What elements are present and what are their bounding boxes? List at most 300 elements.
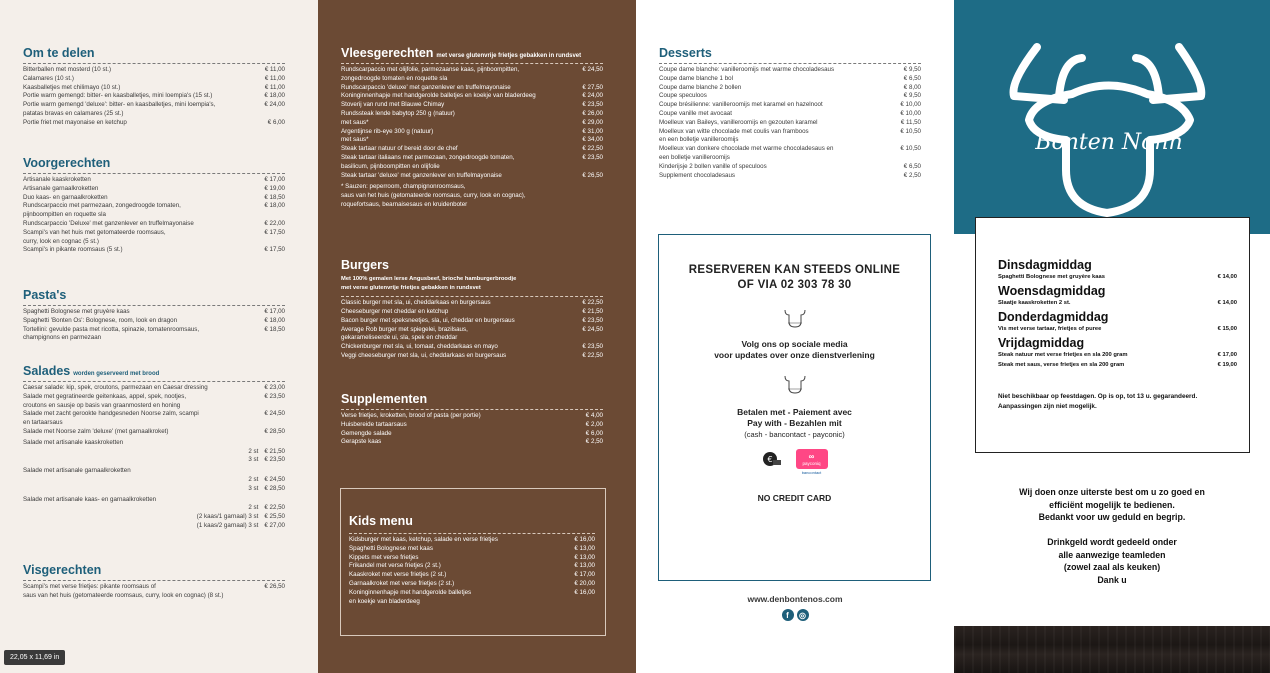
item-price: € 18,50: [264, 325, 285, 333]
item-price: € 18,00: [264, 202, 285, 210]
item-name: Salade met artisanale garnaalkroketten: [23, 467, 131, 475]
item-price: € 24,50: [264, 475, 285, 483]
item-price: € 10,50: [900, 145, 921, 153]
item-name: Coupe dame blanche 1 bol: [659, 74, 733, 82]
menu-item: [23, 326, 285, 344]
item-price: € 16,00: [574, 536, 595, 543]
payment-methods: (cash - bancontact - payconic): [744, 430, 845, 439]
menu-item: [998, 360, 1237, 370]
menu-item: [998, 298, 1237, 308]
menu-item: [23, 202, 285, 220]
section-subtitle: met verse glutenvrije frietjes gebakken in rundsvet: [436, 53, 582, 59]
social-icons: [636, 609, 954, 621]
menu-item: [341, 326, 603, 344]
item-name: Spaghetti Bolognese met gruyère kaas: [23, 308, 130, 315]
item-name: Rundssteak lende babytop 250 g (natuur): [341, 109, 455, 117]
salad-kroket-duo: [23, 496, 285, 531]
panel-brand: [954, 0, 1270, 673]
item-price: € 14,00: [1217, 274, 1237, 280]
item-name: Coupe brésilienne: vanilleroomijs met karamel en hazelnoot: [659, 101, 823, 109]
item-name: Veggi cheeseburger met sla, ui, cheddarkaas en burgersaus: [341, 351, 507, 359]
item-price: € 13,00: [574, 553, 595, 561]
menu-option: [23, 485, 285, 494]
item-name: Slaatje kaaskroketten 2 st.: [998, 300, 1071, 306]
item-name: Spaghetti Bolognese met gruyère kaas: [998, 274, 1105, 280]
menu-item: [23, 220, 285, 229]
option-qty: (1 kaas/2 garnaal) 3 st: [196, 521, 259, 529]
menu-option: [23, 504, 285, 513]
item-name: Cheeseburger met cheddar en ketchup: [341, 307, 449, 315]
item-price: € 28,50: [264, 484, 285, 492]
menu-list: [341, 412, 603, 447]
menu-item: [23, 101, 285, 119]
item-price: € 13,00: [574, 562, 595, 570]
item-price: € 18,00: [264, 92, 285, 100]
kids-menu-box: [340, 488, 606, 636]
menu-item: [341, 343, 603, 352]
menu-item: [341, 299, 603, 308]
item-name: Bitterballen met mosterd (10 st.): [23, 66, 112, 73]
payconiq-logo: [796, 449, 828, 475]
section-title: Voorgerechten: [23, 156, 111, 170]
item-name: Tortellini: gevulde pasta met ricotta, spinazie, tomatenroomsaus, champignons en parmezaan: [23, 325, 200, 342]
section-burgers: [341, 258, 603, 361]
menu-item: [341, 128, 603, 137]
item-name: Spaghetti Bolognese met kaas: [349, 544, 433, 552]
weekday-list: [998, 258, 1237, 370]
item-name: Caesar salade: kip, spek, croutons, parmezaan en Caesar dressing: [23, 384, 208, 391]
item-name: Kaasballetjes met chilimayo (10 st.): [23, 83, 121, 91]
item-name: Kinderijsje 2 bollen vanille of speculoos: [659, 162, 767, 170]
section-title: Desserts: [659, 46, 712, 60]
item-name: Portie warm gemengd 'deluxe': bitter- en kaasballetjes, mini loempia's, patatas bravas en calamares (25 st.): [23, 101, 216, 117]
menu-item: [659, 128, 921, 146]
option-qty: (2 kaas/1 garnaal) 3 st: [196, 513, 259, 521]
item-price: € 11,00: [264, 74, 285, 82]
menu-item: [349, 562, 595, 571]
section-title: Kids menu: [349, 514, 413, 528]
menu-item: [659, 92, 921, 101]
section-title: Visgerechten: [23, 563, 102, 577]
svg-text:€: €: [766, 455, 773, 464]
item-price: € 2,50: [585, 438, 603, 446]
menu-item: [23, 185, 285, 194]
item-name: Rundscarpaccio met parmezaan, zongedroogde tomaten, pijnboompitten en roquette sla: [23, 202, 181, 219]
item-name: Frikandel met verse frietjes (2 st.): [349, 562, 441, 570]
panel-desserts: [636, 0, 954, 673]
menu-item: [998, 324, 1237, 334]
item-name: Scampi's in pikante roomsaus (5 st.): [23, 246, 123, 254]
item-name: Duo kaas- en garnaalkroketten: [23, 193, 108, 201]
item-price: € 24,50: [264, 410, 285, 418]
item-name: Classic burger met sla, ui, cheddarkaas en burgersaus: [341, 299, 491, 307]
item-price: € 21,50: [264, 447, 285, 455]
menu-item: [341, 317, 603, 326]
item-price: € 6,50: [903, 74, 921, 82]
menu-item: [349, 545, 595, 554]
menu-item: [349, 536, 595, 545]
item-price: € 22,00: [264, 219, 285, 227]
item-price: € 23,50: [264, 392, 285, 400]
menu-item: [23, 66, 285, 75]
item-name: Verse frietjes, kroketten, brood of pasta (per portie): [341, 412, 481, 419]
item-price: € 27,00: [264, 521, 285, 529]
section-title-main: Salades: [23, 364, 71, 378]
item-price: € 17,00: [264, 176, 285, 183]
section-supplementen: [341, 392, 603, 447]
item-name: Gerapste kaas: [341, 438, 382, 446]
menu-option: [23, 456, 285, 465]
menu-item: [23, 317, 285, 326]
menu-item: [659, 145, 921, 163]
item-price: € 17,50: [264, 246, 285, 254]
item-name: Garnaalkroket met verse frietjes (2 st.): [349, 579, 455, 587]
menu-item: [341, 145, 603, 154]
item-name: Stoverij van rund met Blauwe Chimay: [341, 101, 445, 109]
lunch-note: Niet beschikbaar op feestdagen. Op is op, tot 13 u. gegarandeerd. Aanpassingen zijn niet mogelijk.: [998, 393, 1198, 410]
menu-item: [23, 176, 285, 185]
divider: [23, 381, 285, 382]
menu-item: [23, 439, 285, 448]
menu-item: [23, 496, 285, 505]
item-name: Salade met artisanale kaaskroketten: [23, 438, 124, 446]
item-name: Supplement chocoladesaus: [659, 171, 736, 179]
menu-item: [23, 194, 285, 203]
item-name: Gemengde salade: [341, 429, 392, 437]
item-name: Portie warm gemengd: bitter- en kaasballetjes, mini loempia's (15 st.): [23, 92, 213, 100]
section-voorgerechten: [23, 156, 285, 255]
divider: [349, 533, 595, 534]
item-name: Vis met verse tartaar, frietjes of puree: [998, 326, 1102, 332]
weekday-title: Vrijdagmiddag: [998, 336, 1085, 350]
item-price: € 24,50: [582, 325, 603, 333]
menu-item: [23, 308, 285, 317]
divider: [23, 580, 285, 581]
section-title: [23, 364, 285, 378]
item-price: € 19,00: [264, 184, 285, 192]
menu-item: [341, 92, 603, 101]
section-title: Pasta's: [23, 288, 67, 302]
item-name: Rundscarpaccio 'Deluxe' met ganzenlever en truffelmayonaise: [23, 219, 194, 227]
item-name: Artisanale kaaskroketten: [23, 176, 91, 183]
facebook-icon[interactable]: f: [782, 609, 794, 621]
item-price: € 22,50: [582, 351, 603, 359]
item-price: € 31,00: [582, 127, 603, 135]
item-price: € 10,00: [900, 109, 921, 117]
menu-item: [341, 172, 603, 181]
menu-item: [23, 467, 285, 476]
section-om-te-delen: [23, 46, 285, 128]
divider: [341, 63, 603, 64]
item-price: € 26,50: [582, 171, 603, 179]
menu-list: [23, 583, 285, 601]
item-name: Koninginnenhapje met handgerolde balletjes en koekje van bladerdeeg: [341, 92, 536, 100]
item-price: € 34,00: [582, 136, 603, 144]
menu-item: [23, 229, 285, 247]
section-title-main: Vleesgerechten: [341, 46, 434, 60]
item-name: met saus*: [341, 118, 369, 126]
item-name: Rundscarpaccio 'deluxe' met ganzenlever en truffelmayonaise: [341, 83, 511, 91]
item-price: € 15,00: [1217, 326, 1237, 332]
item-name: Spaghetti 'Bonten Os': Bolognese, room, look en dragon: [23, 316, 178, 324]
section-visgerechten: [23, 563, 285, 601]
menu-item: [341, 308, 603, 317]
item-name: Artisanale garnaalkroketten: [23, 184, 99, 192]
section-salades: [23, 364, 285, 531]
item-name: Scampi's met verse frietjes: pikante roomsaus of saus van het huis (getomateerde roomsaus, curry, look en cognac) (8 st.): [23, 583, 224, 599]
option-qty: 2 st: [248, 504, 259, 512]
menu-item: [341, 119, 603, 128]
item-name: Kaaskroket met verse frietjes (2 st.): [349, 571, 447, 579]
menu-option: [23, 476, 285, 485]
closing-message: Wij doen onze uiterste best om u zo goed en efficiënt mogelijk te bedienen. Bedankt voor uw geduld en begrip. Drinkgeld wordt gedeeld onder alle aanwezige teamleden (zowel zaal als keuken) Dank u: [1019, 487, 1205, 585]
menu-list: [23, 308, 285, 343]
item-name: met saus*: [341, 136, 369, 144]
logo-text: Bonten Nonn: [1035, 130, 1183, 155]
item-price: € 6,50: [903, 162, 921, 170]
item-name: Kidsburger met kaas, ketchup, salade en verse frietjes: [349, 536, 498, 543]
option-qty: 2 st: [248, 447, 259, 455]
item-price: € 4,00: [585, 412, 603, 419]
item-name: Salade met zacht gerookte handgesneden Noorse zalm, scampi en tartaarsaus: [23, 410, 199, 427]
menu-item: [659, 75, 921, 84]
item-name: Average Rob burger met spiegelei, brazilsaus, gekarameliseerde ui, sla, spek en cheddar: [341, 325, 468, 342]
cow-logo-icon: [782, 373, 808, 395]
menu-item: [341, 66, 603, 84]
item-name: Coupe dame blanche 2 bollen: [659, 83, 742, 91]
menu-item: [659, 172, 921, 181]
item-price: € 11,00: [264, 66, 285, 73]
menu-item: [659, 101, 921, 110]
section-pasta: [23, 288, 285, 343]
item-price: € 17,50: [264, 228, 285, 236]
menu-list: [23, 176, 285, 255]
website-link[interactable]: www.denbontenos.com: [747, 594, 843, 604]
menu-item: [23, 583, 285, 601]
no-credit-card-text: NO CREDIT CARD: [757, 493, 832, 503]
menu-item: [23, 119, 285, 128]
menu-item: [23, 393, 285, 411]
item-name: Salade met Noorse zalm 'deluxe' (met garnaalkroket): [23, 427, 169, 435]
divider: [23, 173, 285, 174]
menu-option: [23, 448, 285, 457]
section-vleesgerechten: [341, 46, 603, 215]
divider: [23, 305, 285, 306]
social-text: Volg ons op sociale media voor updates over onze dienstverlening: [714, 339, 875, 360]
item-name: Scampi's van het huis met getomateerde roomsaus, curry, look en cognac (5 st.): [23, 228, 166, 245]
item-price: € 18,00: [264, 316, 285, 324]
item-price: € 23,50: [264, 456, 285, 464]
cow-head-logo-icon: [954, 0, 1270, 234]
info-box: [658, 234, 931, 581]
menu-item: [349, 571, 595, 580]
item-price: € 23,50: [582, 101, 603, 109]
option-qty: 2 st: [248, 475, 259, 483]
menu-item: [23, 92, 285, 101]
item-name: Moelleux van Baileys, vanilleroomijs en gezouten karamel: [659, 118, 818, 126]
item-name: Steak tartaar italiaans met parmezaan, zongedroogde tomaten, basilicum, pijnboompitten en olijfolie: [341, 153, 515, 170]
item-name: Chickenburger met sla, ui, tomaat, cheddarkaas en mayo: [341, 343, 498, 351]
menu-item: [341, 438, 603, 447]
item-price: € 8,00: [903, 83, 921, 91]
item-price: € 6,00: [585, 429, 603, 437]
item-name: Koninginnenhapje met handgerolde balletjes en koekje van bladerdeeg: [349, 588, 472, 605]
wood-texture: [954, 626, 1270, 673]
item-price: € 26,00: [582, 109, 603, 117]
menu-item: [341, 421, 603, 430]
menu-list: [341, 66, 603, 180]
section-title: Supplementen: [341, 392, 428, 406]
payment-icons: [659, 449, 930, 475]
item-name: Coupe speculoos: [659, 92, 707, 100]
item-price: € 24,50: [582, 66, 603, 73]
item-name: Bacon burger met speksneetjes, sla, ui, cheddar en burgersaus: [341, 316, 515, 324]
menu-list: [23, 384, 285, 437]
salad-kroket-garnaal: [23, 467, 285, 493]
item-price: € 24,00: [264, 101, 285, 109]
weekday-title: Dinsdagmiddag: [998, 258, 1092, 272]
item-name: Steak tartaar natuur of bereid door de chef: [341, 145, 458, 153]
cash-icon: [762, 449, 782, 469]
menu-list: [341, 299, 603, 361]
item-price: € 17,00: [1217, 352, 1237, 358]
item-name: Moelleux van witte chocolade met coulis van framboos en een bolletje vanilleroomijs: [659, 127, 809, 144]
menu-item: [23, 84, 285, 93]
menu-list: [349, 536, 595, 606]
item-price: € 23,50: [582, 343, 603, 351]
item-price: € 28,50: [264, 427, 285, 435]
item-price: € 23,50: [582, 153, 603, 161]
item-name: Steak met saus, verse frietjes en sla 200 gram: [998, 362, 1125, 368]
panel-mains: [318, 0, 636, 673]
menu-item: [23, 384, 285, 393]
menu-item: [998, 272, 1237, 282]
item-price: € 22,50: [582, 145, 603, 153]
option-qty: 3 st: [248, 484, 259, 492]
item-name: Steak natuur met verse frietjes en sla 200 gram: [998, 352, 1128, 358]
section-desserts: [659, 46, 921, 180]
item-name: Portie friet met mayonaise en ketchup: [23, 118, 127, 126]
item-price: € 27,50: [582, 83, 603, 91]
item-name: Salade met gegratineerde geitenkaas, appel, spek, nootjes, croutons en sausje op basis van graanmosterd en honing: [23, 392, 187, 409]
divider: [341, 409, 603, 410]
item-price: € 11,00: [264, 83, 285, 91]
menu-item: [659, 110, 921, 119]
reservation-text: RESERVEREN KAN STEEDS ONLINE OF VIA 02 303 78 30: [688, 264, 901, 291]
item-price: € 17,00: [264, 308, 285, 315]
instagram-icon[interactable]: ◎: [797, 609, 809, 621]
item-price: € 11,50: [900, 118, 921, 126]
item-name: Steak tartaar 'deluxe' met ganzenlever en truffelmayonaise: [341, 171, 502, 179]
cow-logo-icon: [782, 307, 808, 329]
item-name: Coupe vanille met avocaat: [659, 109, 732, 117]
menu-option: [23, 522, 285, 531]
item-name: Salade met artisanale kaas- en garnaalkroketten: [23, 495, 157, 503]
menu-item: [349, 580, 595, 589]
menu-item: [341, 84, 603, 93]
item-price: € 22,50: [582, 299, 603, 307]
item-name: Rundscarpaccio met olijfolie, parmezaanse kaas, pijnboompitten, zongedroogde tomaten en roquette sla: [341, 66, 520, 82]
menu-item: [349, 589, 595, 607]
item-price: € 10,50: [900, 127, 921, 135]
menu-item: [23, 75, 285, 84]
page-size-badge: 22,05 x 11,69 in: [4, 650, 65, 665]
menu-item: [341, 154, 603, 172]
weekday-title: Woensdagmiddag: [998, 284, 1106, 298]
divider: [341, 296, 603, 297]
menu-item: [659, 66, 921, 75]
section-title: [341, 46, 603, 60]
item-price: € 23,50: [582, 316, 603, 324]
item-name: Moelleux van donkere chocolade met warme chocoladesaus en een bolletje vanilleroomijs: [659, 145, 834, 161]
item-price: € 24,00: [582, 92, 603, 100]
item-price: € 18,50: [264, 193, 285, 201]
item-price: € 9,50: [903, 92, 921, 100]
option-qty: 3 st: [248, 456, 259, 464]
item-price: € 13,00: [574, 544, 595, 552]
item-price: € 20,00: [574, 579, 595, 587]
item-price: € 23,00: [264, 384, 285, 391]
brand-header: [954, 0, 1270, 234]
section-title: Om te delen: [23, 46, 95, 60]
burger-intro: Met 100% gemalen lerse Angusbeef, brioche hamburgerbroodje met verse glutenvrije frietjes gebakken in rundsvet: [341, 276, 517, 291]
payconiq-label: payconiq: [802, 460, 821, 466]
section-subtitle: worden geserveerd met brood: [73, 371, 160, 377]
menu-item: [659, 163, 921, 172]
menu-item: [23, 428, 285, 437]
section-title: Burgers: [341, 258, 389, 272]
payment-heading: Betalen met - Paiement avec Pay with - Bezahlen mit: [737, 407, 852, 428]
item-price: € 17,00: [574, 571, 595, 579]
menu-item: [341, 352, 603, 361]
item-name: Argentijnse rib-eye 300 g (natuur): [341, 127, 434, 135]
item-price: € 6,00: [267, 118, 285, 126]
divider: [23, 63, 285, 64]
menu-item: [659, 119, 921, 128]
weekday-lunch-box: [975, 217, 1250, 453]
item-price: € 25,50: [264, 513, 285, 521]
menu-list: [23, 66, 285, 128]
panel-starters: [0, 0, 318, 673]
item-price: € 2,00: [585, 420, 603, 428]
sauce-note: * Sauzen: peperroom, champignonroomsaus, saus van het huis (getomateerde roomsaus, curry, look en cognac), roquefortsaus, bearnaisesaus en kruidenboter: [341, 183, 526, 208]
menu-option: [23, 513, 285, 522]
item-price: € 14,00: [1217, 300, 1237, 306]
item-price: € 10,00: [900, 101, 921, 109]
salad-kroket-kaas: [23, 439, 285, 465]
item-price: € 16,00: [574, 588, 595, 596]
item-price: € 9,50: [903, 66, 921, 73]
menu-item: [341, 412, 603, 421]
item-price: € 26,50: [264, 583, 285, 590]
menu-item: [998, 350, 1237, 360]
divider: [659, 63, 921, 64]
menu-item: [349, 554, 595, 563]
menu-item: [341, 136, 603, 145]
item-price: € 21,50: [582, 307, 603, 315]
item-price: € 29,00: [582, 118, 603, 126]
menu-item: [341, 110, 603, 119]
menu-item: [23, 410, 285, 428]
menu-list: [659, 66, 921, 180]
payconiq-icon: ∞: [808, 451, 815, 461]
weekday-title: Donderdagmiddag: [998, 310, 1109, 324]
menu-item: [341, 101, 603, 110]
item-price: € 19,00: [1217, 362, 1237, 368]
menu-item: [341, 430, 603, 439]
item-name: Coupe dame blanche: vanilleroomijs met warme chocoladesaus: [659, 66, 835, 73]
item-price: € 2,50: [903, 171, 921, 179]
